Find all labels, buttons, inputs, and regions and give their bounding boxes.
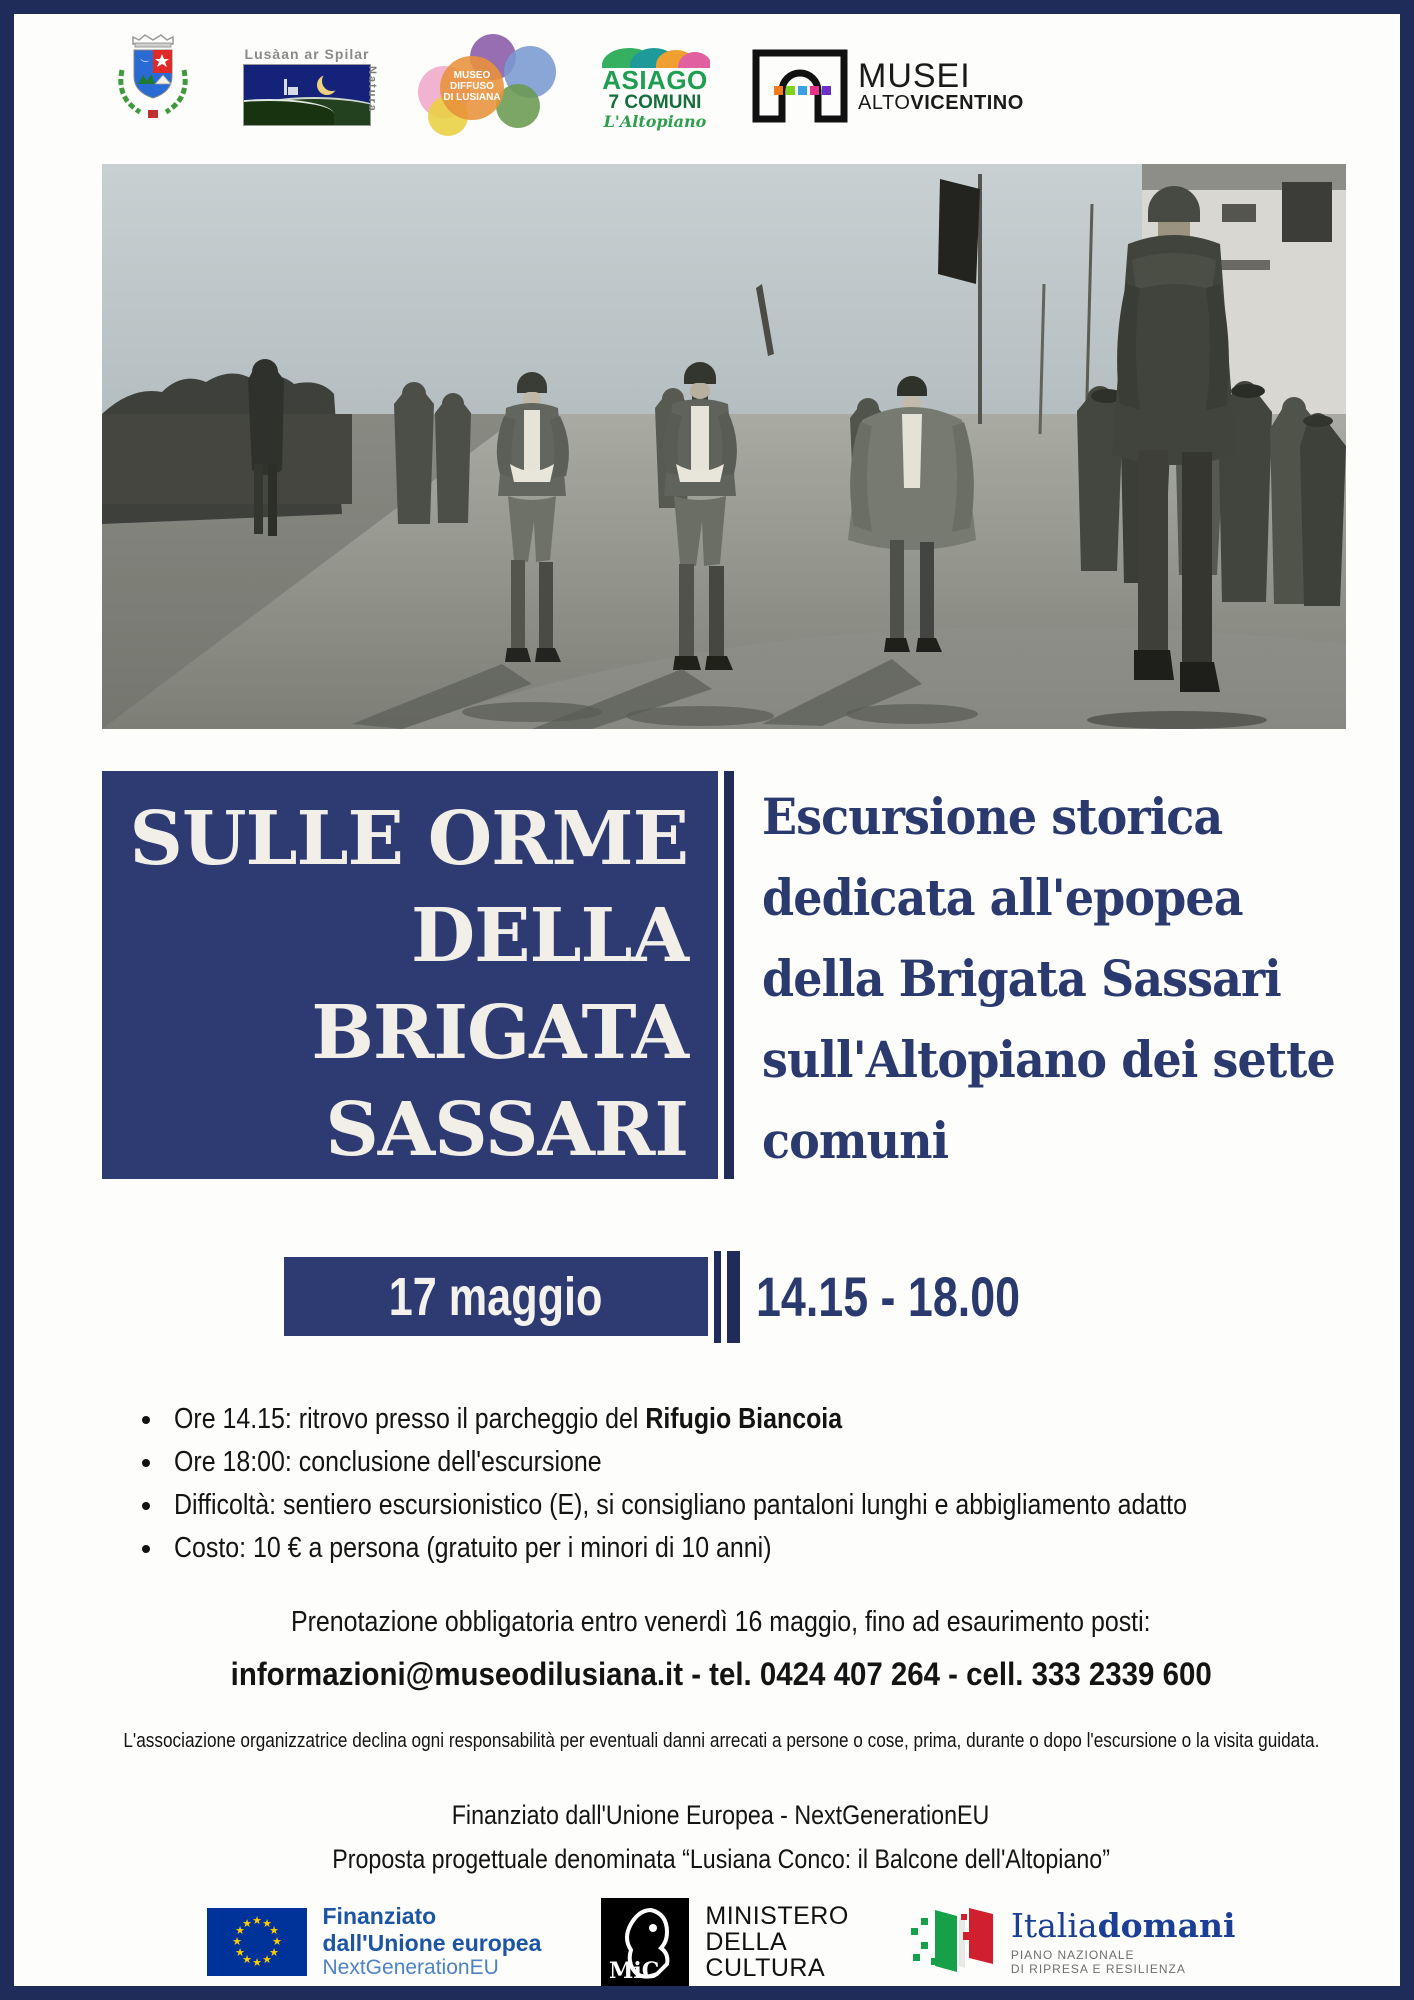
event-date-badge: 17 maggio [284,1257,708,1336]
moon-icon [322,71,342,91]
pnrr-label: PIANO NAZIONALE DI RIPRESA E RESILIENZA [1010,1947,1186,1976]
mic-text-line3: CULTURA [705,1954,826,1983]
eu-text-line3: NextGenerationEU [322,1956,499,1980]
comune-lusiana-conco-crest-icon [110,32,196,140]
svg-text:★: ★ [268,1945,279,1959]
datetime-divider [714,1251,721,1343]
mic-text-line1: MINISTERO [705,1901,849,1930]
bullet-icon [142,1416,150,1424]
event-time: 14.15 - 18.00 [756,1265,1021,1328]
svg-text:★: ★ [251,1955,262,1969]
svg-text:★: ★ [261,1916,272,1930]
svg-text:★: ★ [234,1945,245,1959]
list-item: Ore 14.15: ritrovo presso il parcheggio del Rifugio Biancoia [142,1398,1352,1441]
lusaan-night-landscape-icon [243,64,371,126]
title-divider [724,771,734,1179]
mic-text-line2: DELLA [705,1927,788,1956]
eu-funding-logo [207,1903,542,1980]
footer-logos [14,1896,1414,1988]
italia-domani-logo [909,1902,1236,1982]
lusaan-logo-title: Lusàan ar Spilar [244,46,370,62]
bullet-icon [142,1502,150,1510]
list-item: Difficoltà: sentiero escursionistico (E), si consigliano pantaloni lunghi e abbigliamento adatto [142,1484,1352,1527]
mic-profile-icon [601,1898,689,1986]
disclaimer-line: L'associazione organizzatrice declina ogni responsabilità per eventuali danni arrecati a persone o cose, prima, durante o dopo l'escursione o la visita guidata. [122,1730,1319,1752]
musei-label: MUSEI [858,57,971,95]
italia-domani-flag-icon [909,1902,995,1982]
eu-text-line2: dall'Unione europea [322,1929,542,1956]
ministero-cultura-logo [601,1898,848,1986]
svg-text:★: ★ [241,1952,252,1966]
altovicentino-label: ALTOVICENTINO [858,92,1024,114]
bullet-icon [142,1545,150,1553]
list-item: Costo: 10 € a persona (gratuito per i minori di 10 anni) [142,1527,1352,1570]
svg-text:★: ★ [234,1923,245,1937]
lusaan-natura-label: Natura [366,66,378,113]
eu-flag-icon [207,1908,307,1976]
lusaan-ar-spilar-logo [232,46,382,126]
asiago-line1: ASIAGO [602,64,708,95]
svg-text:★: ★ [241,1916,252,1930]
header-logos [110,30,1030,142]
svg-text:★: ★ [261,1952,272,1966]
svg-text:★: ★ [268,1923,279,1937]
musei-altovicentino-logo [752,49,1024,123]
museo-diffuso-label: MUSEO DIFFUSO DI LUSIANA [443,70,501,103]
bullet-icon [142,1459,150,1467]
list-item: Ore 18:00: conclusione dell'escursione [142,1441,1352,1484]
asiago-line3: L'Altopiano [603,111,707,131]
funding-line-1: Finanziato dall'Unione Europea - NextGenerationEU [452,1800,990,1830]
svg-text:★: ★ [251,1913,262,1927]
svg-text:MiC: MiC [609,1958,660,1984]
eu-text-line1: Finanziato [322,1903,437,1930]
historical-photo-brigata-sassari [102,164,1346,729]
asiago-mountains-icon [600,42,710,68]
contact-line: informazioni@museodilusiana.it - tel. 0424 407 264 - cell. 333 2339 600 [230,1656,1212,1692]
funding-line-2: Proposta progettuale denominata “Lusiana Conco: il Balcone dell'Altopiano” [332,1844,1110,1874]
museo-diffuso-di-lusiana-logo [418,32,558,140]
event-subtitle: Escursione storica dedicata all'epopea della Brigata Sassari sull'Altopiano dei sette comuni [762,787,1335,1170]
booking-line: Prenotazione obbligatoria entro venerdì 16 maggio, fino ad esaurimento posti: [291,1606,1151,1638]
asiago-line2: 7 COMUNI [608,91,702,113]
event-details-list [142,1398,1352,1570]
musei-arch-icon [752,49,848,123]
asiago-7-comuni-logo [594,42,716,131]
italia-domani-brand: Italiadomani [1010,1905,1236,1945]
svg-text:★: ★ [231,1934,242,1948]
event-title: SULLE ORME DELLA BRIGATA SASSARI [102,771,718,1179]
svg-text:★: ★ [271,1934,282,1948]
